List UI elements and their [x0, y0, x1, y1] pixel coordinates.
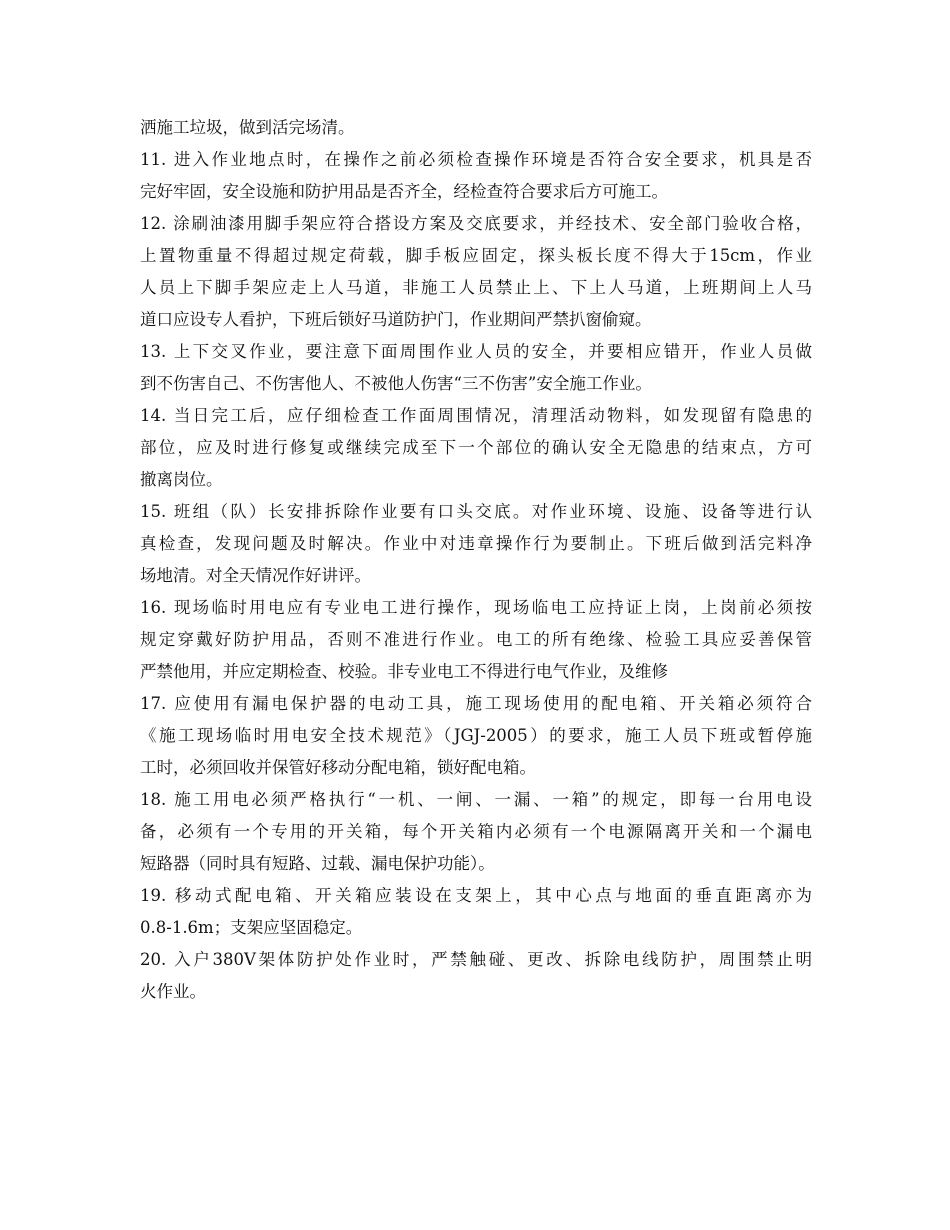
text-line: 17. 应使用有漏电保护器的电动工具，施工现场使用的配电箱、开关箱必须符合 [140, 694, 812, 713]
text-line: 火作业。 [140, 982, 206, 1001]
text-line: 完好牢固，安全设施和防护用品是否齐全，经检查符合要求后方可施工。 [140, 182, 668, 201]
text-line: 场地清。对全天情况作好讲评。 [140, 566, 371, 585]
text-line: 20. 入户380V架体防护处作业时，严禁触碰、更改、拆除电线防护，周围禁止明 [140, 950, 812, 969]
text-line: 13. 上下交叉作业，要注意下面周围作业人员的安全，并要相应错开，作业人员做 [140, 342, 812, 361]
text-line: 14. 当日完工后，应仔细检查工作面周围情况，清理活动物料，如发现留有隐患的 [140, 406, 812, 425]
text-line: 16. 现场临时用电应有专业电工进行操作，现场临电工应持证上岗，上岗前必须按 [140, 598, 812, 617]
text-line: 12. 涂刷油漆用脚手架应符合搭设方案及交底要求，并经技术、安全部门验收合格， [140, 214, 812, 233]
document-body [140, 112, 812, 1008]
text-line: 0.8-1.6m；支架应坚固稳定。 [140, 918, 363, 937]
text-line: 到不伤害自己、不伤害他人、不被他人伤害“三不伤害”安全施工作业。 [140, 374, 652, 393]
text-line: 部位，应及时进行修复或继续完成至下一个部位的确认安全无隐患的结束点，方可 [140, 438, 812, 457]
text-line: 19. 移动式配电箱、开关箱应装设在支架上，其中心点与地面的垂直距离亦为 [140, 886, 812, 905]
text-line: 洒施工垃圾，做到活完场清。 [140, 118, 355, 137]
text-line: 短路器（同时具有短路、过载、漏电保护功能）。 [140, 854, 495, 873]
text-line: 15. 班组（队）长安排拆除作业要有口头交底。对作业环境、设施、设备等进行认 [140, 502, 812, 521]
text-line: 撤离岗位。 [140, 470, 223, 489]
text-line: 工时，必须回收并保管好移动分配电箱，锁好配电箱。 [140, 758, 536, 777]
text-line: 18. 施工用电必须严格执行“一机、一闸、一漏、一箱”的规定，即每一台用电设 [140, 790, 812, 809]
text-line: 11. 进入作业地点时，在操作之前必须检查操作环境是否符合安全要求，机具是否 [140, 150, 812, 169]
text-line: 真检查，发现问题及时解决。作业中对违章操作行为要制止。下班后做到活完料净 [140, 534, 812, 553]
text-line: 规定穿戴好防护用品，否则不准进行作业。电工的所有绝缘、检验工具应妥善保管 [140, 630, 812, 649]
text-line: 上置物重量不得超过规定荷载，脚手板应固定，探头板长度不得大于15cm，作业 [140, 246, 812, 265]
text-line: 人员上下脚手架应走上人马道，非施工人员禁止上、下上人马道，上班期间上人马 [140, 278, 812, 297]
text-line: 备，必须有一个专用的开关箱，每个开关箱内必须有一个电源隔离开关和一个漏电 [140, 822, 812, 841]
text-line: 道口应设专人看护，下班后锁好马道防护门，作业期间严禁扒窗偷窥。 [140, 310, 652, 329]
text-line: 严禁他用，并应定期检查、校验。非专业电工不得进行电气作业，及维修 [140, 662, 668, 681]
text-line: 《施工现场临时用电安全技术规范》（JGJ-2005）的要求，施工人员下班或暂停施 [140, 726, 812, 745]
